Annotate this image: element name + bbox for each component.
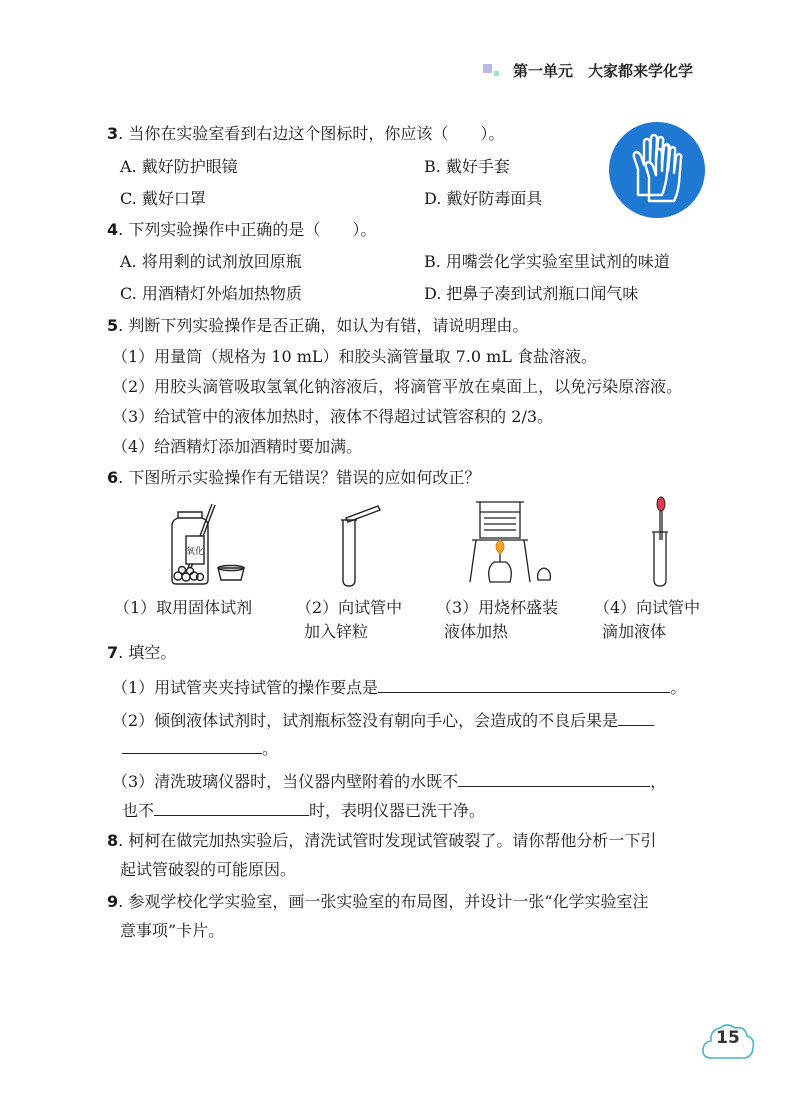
q6-stem: 6. 下图所示实验操作有无错误？错误的应如何改正？: [107, 468, 481, 487]
q7-blank-2b[interactable]: [122, 737, 262, 754]
q7-blank-2a[interactable]: [618, 709, 654, 726]
q9-line-1: 9. 参观学校化学实验室，画一张实验室的布局图，并设计一张“化学实验室注: [107, 892, 649, 911]
q7-item-2-cont: 。: [122, 737, 278, 759]
figure-beaker-heating: [462, 494, 558, 590]
page-number-badge: [700, 1018, 756, 1066]
caption-1: （1）取用固体试剂: [114, 598, 253, 617]
q8-line-2: 起试管破裂的可能原因。: [120, 860, 297, 879]
q3-option-c: C. 戴好口罩: [120, 189, 206, 208]
page-number: 15: [716, 1028, 740, 1048]
figure-zinc-test-tube: [330, 498, 400, 588]
q5-item-2: （2）用胶头滴管吸取氢氧化钠溶液后，将滴管平放在桌面上，以免污染原溶液。: [112, 377, 683, 396]
q5-item-1: （1）用量筒（规格为 10 mL）和胶头滴管量取 7.0 mL 食盐溶液。: [112, 347, 598, 366]
q7-blank-3b[interactable]: [154, 799, 309, 816]
q5-item-3: （3）给试管中的液体加热时，液体不得超过试管容积的 2/3。: [112, 407, 554, 426]
q4-option-d: D. 把鼻子凑到试剂瓶口闻气味: [424, 284, 639, 303]
q7-blank-3a[interactable]: [458, 770, 650, 787]
q3-option-b: B. 戴好手套: [424, 157, 510, 176]
q4-option-a: A. 将用剩的试剂放回原瓶: [120, 252, 302, 271]
caption-2: （2）向试管中 加入锌粒: [296, 598, 403, 641]
header-square-icon: [483, 64, 492, 73]
q8-line-1: 8. 柯柯在做完加热实验后，清洗试管时发现试管破裂了。请你帮他分析一下引: [107, 831, 657, 850]
figure-dropper-tube: [640, 494, 680, 590]
q9-line-2: 意事项”卡片。: [120, 921, 225, 940]
q7-item-1: （1）用试管夹夹持试管的操作要点是 。: [112, 678, 687, 697]
header-dot-icon: [494, 71, 499, 76]
figure-solid-reagent: [160, 498, 260, 588]
q5-item-4: （4）给酒精灯添加酒精时要加满。: [112, 437, 363, 456]
q7-item-2: （2）倾倒液体试剂时，试剂瓶标签没有朝向手心，会造成的不良后果是: [112, 709, 654, 731]
q7-stem: 7. 填空。: [107, 643, 177, 662]
q3-stem: 3. 当你在实验室看到右边这个图标时，你应该（ ）。: [107, 124, 505, 143]
q4-option-b: B. 用嘴尝化学实验室里试剂的味道: [424, 252, 670, 271]
caption-3: （3）用烧杯盛装 液体加热: [436, 598, 559, 641]
q4-option-c: C. 用酒精灯外焰加热物质: [120, 284, 302, 303]
q3-option-d: D. 戴好防毒面具: [424, 189, 543, 208]
bottle-label: 氧化: [185, 547, 205, 557]
q7-item-3: （3）清洗玻璃仪器时，当仪器内壁附着的水既不 ，: [112, 772, 667, 791]
q7-item-3-cont: 也不 时，表明仪器已洗干净。: [122, 801, 486, 820]
q5-stem: 5. 判断下列实验操作是否正确，如认为有错，请说明理由。: [107, 316, 529, 335]
unit-title: 第一单元 大家都来学化学: [513, 61, 694, 80]
gloves-sign-icon: [608, 121, 706, 219]
q3-option-a: A. 戴好防护眼镜: [120, 157, 238, 176]
q4-stem: 4. 下列实验操作中正确的是（ ）。: [107, 220, 377, 239]
q7-blank-1[interactable]: [378, 676, 670, 693]
caption-4: （4）向试管中 滴加液体: [594, 598, 701, 641]
running-header: [483, 58, 693, 82]
